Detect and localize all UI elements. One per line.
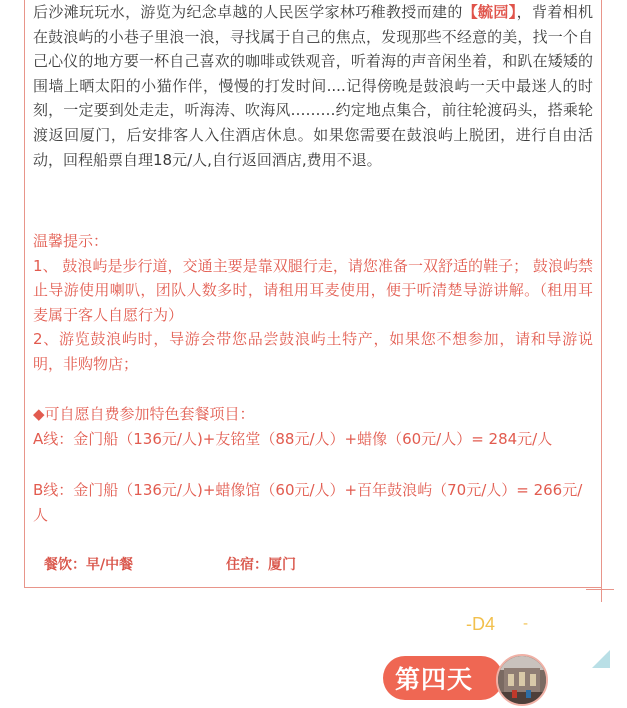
tips-section (33, 229, 593, 377)
tips-item-2: 2、游览鼓浪屿时，导游会带您品尝鼓浪屿土特产，如果您不想参加，请和导游说明，非购物店； (33, 330, 593, 373)
card-corner-line-vertical (601, 578, 602, 602)
meal-info: 餐饮：早/中餐 (44, 557, 134, 573)
option-line-a: A线：金门船（136元/人)+友铭堂（88元/人）+蜡像（60元/人）= 284元/人 (33, 430, 553, 448)
tips-title: 温馨提示： (33, 232, 109, 250)
options-title: ◆可自愿自费参加特色套餐项目： (33, 405, 255, 423)
intro-paragraph (33, 0, 593, 172)
building-photo-icon (498, 656, 546, 704)
day-badge-label: 第四天 (395, 665, 474, 694)
day-badge (383, 656, 503, 700)
day-code-dash: - (523, 616, 529, 632)
option-line-b: B线：金门船（136元/人)+蜡像馆（60元/人）+百年鼓浪屿（70元/人）= 266元/人 (33, 481, 583, 524)
intro-text-part2: ，背着相机在鼓浪屿的小巷子里浪一浪，寻找属于自己的焦点，发现那些不经意的美，找一个自己心仪的地方要一杯自己喜欢的咖啡或铁观音，听着海的声音闲坐着，和趴在矮矮的围墙上晒太阳的小猫作伴，慢慢的打发时间....记得傍晚是鼓浪屿一天中最迷人的时刻，一定要到处走走，听海涛、吹海风………约定地点集合，前往轮渡码头，搭乘轮渡返回厦门，后安排客人入住酒店休息。如果您需要在鼓浪屿上脱团，进行自由活动，回程船票自理18元/人,自行返回酒店,费用不退。 (33, 3, 593, 169)
intro-text-part1: 后沙滩玩玩水，游览为纪念卓越的人民医学家林巧稚教授而建的 (33, 3, 463, 21)
card-corner-line-horizontal (586, 589, 614, 590)
hotel-info: 住宿：厦门 (226, 557, 296, 573)
corner-triangle-decoration (592, 650, 610, 668)
tips-item-1: 1、 鼓浪屿是步行道，交通主要是靠双腿行走，请您准备一双舒适的鞋子； 鼓浪屿禁止导游使用喇叭，团队人数多时，请租用耳麦使用，便于听清楚导游讲解。（租用耳麦属于客人自愿行为） (33, 256, 593, 324)
destination-photo-avatar (496, 654, 548, 706)
yuyuan-highlight: 【毓园】 (462, 3, 517, 21)
day-code-label: -D4 (466, 614, 496, 634)
